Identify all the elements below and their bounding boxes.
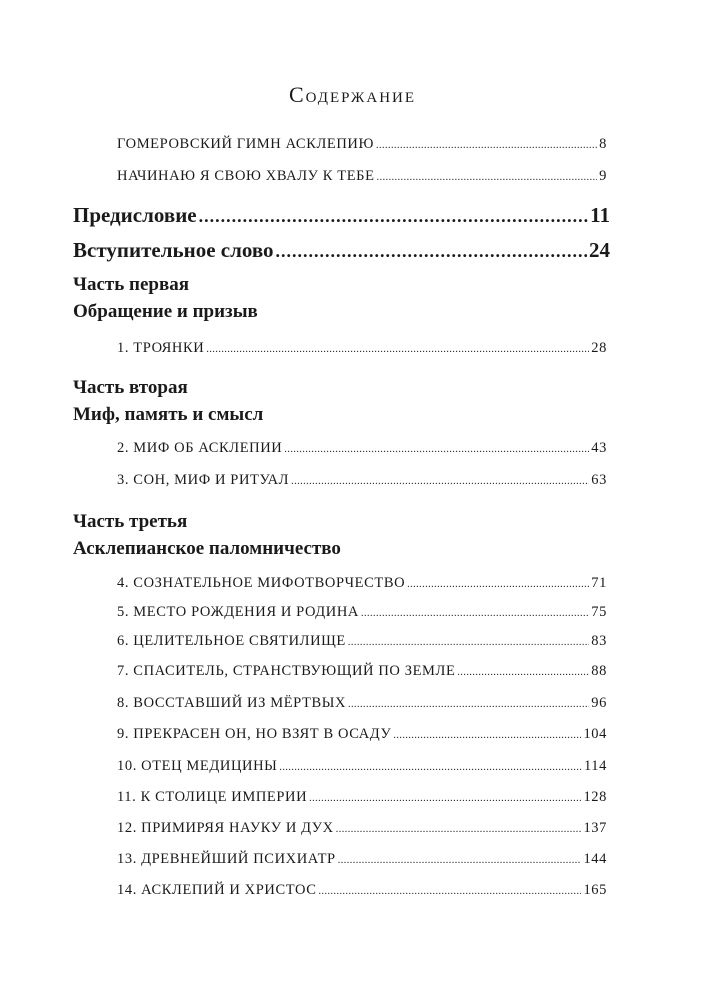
dot-leader xyxy=(309,789,581,806)
toc-page-number: 96 xyxy=(591,695,607,711)
toc-entry-label: 3. СОН, МИФ И РИТУАЛ xyxy=(117,472,290,488)
toc-entry-chapter-13[interactable] xyxy=(117,851,607,868)
dot-leader xyxy=(348,695,589,712)
dot-leader xyxy=(206,340,589,357)
toc-entry-chapter-3[interactable] xyxy=(117,472,607,489)
dot-leader xyxy=(407,575,589,592)
toc-entry-label: 6. ЦЕЛИТЕЛЬНОЕ СВЯТИЛИЩЕ xyxy=(117,633,346,649)
dot-leader xyxy=(361,604,589,621)
dot-leader xyxy=(276,238,587,263)
toc-entry-label: Вступительное слово xyxy=(73,238,274,262)
part-subtitle: Миф, память и смысл xyxy=(73,404,264,425)
toc-entry-label: 9. ПРЕКРАСЕН ОН, НО ВЗЯТ В ОСАДУ xyxy=(117,726,392,742)
toc-entry-preface[interactable] xyxy=(73,203,610,228)
toc-entry-chapter-6[interactable] xyxy=(117,633,607,650)
page-title: Содержание xyxy=(288,82,417,107)
toc-page-number: 43 xyxy=(591,440,607,456)
dot-leader xyxy=(393,726,581,743)
toc-entry-label: 4. СОЗНАТЕЛЬНОЕ МИФОТВОРЧЕСТВО xyxy=(117,575,406,591)
dot-leader xyxy=(291,472,589,489)
toc-page-number: 75 xyxy=(591,604,607,620)
dot-leader xyxy=(377,168,598,185)
toc-entry-label: 2. МИФ ОБ АСКЛЕПИИ xyxy=(117,440,283,456)
toc-page-number: 11 xyxy=(590,203,610,227)
dot-leader xyxy=(199,203,589,228)
dot-leader xyxy=(376,136,597,153)
dot-leader xyxy=(284,440,589,457)
toc-page-number: 24 xyxy=(589,238,610,262)
toc-entry-label: НАЧИНАЮ Я СВОЮ ХВАЛУ К ТЕБЕ xyxy=(117,168,375,184)
toc-entry-chapter-9[interactable] xyxy=(117,726,607,743)
toc-entry-label: Предисловие xyxy=(73,203,197,227)
toc-entry-chapter-12[interactable] xyxy=(117,820,607,837)
toc-page-number: 83 xyxy=(591,633,607,649)
toc-entry-chapter-10[interactable] xyxy=(117,758,607,775)
toc-entry-label: 7. СПАСИТЕЛЬ, СТРАНСТВУЮЩИЙ ПО ЗЕМЛЕ xyxy=(117,663,456,679)
toc-page-number: 114 xyxy=(583,758,607,774)
part-subtitle: Асклепианское паломничество xyxy=(73,538,341,559)
toc-page-number: 63 xyxy=(591,472,607,488)
toc-page-number: 71 xyxy=(591,575,607,591)
toc-entry-chapter-8[interactable] xyxy=(117,695,607,712)
toc-entry-label: 1. ТРОЯНКИ xyxy=(117,340,205,356)
part-heading: Часть третья xyxy=(73,511,188,532)
dot-leader xyxy=(279,758,582,775)
toc-entry-chapter-5[interactable] xyxy=(117,604,607,621)
toc-page-number: 144 xyxy=(583,851,607,867)
toc-page-number: 9 xyxy=(599,168,607,184)
toc-entry-label: 5. МЕСТО РОЖДЕНИЯ И РОДИНА xyxy=(117,604,360,620)
toc-entry-label: 10. ОТЕЦ МЕДИЦИНЫ xyxy=(117,758,278,774)
toc-entry-introduction[interactable] xyxy=(73,238,610,263)
dot-leader xyxy=(338,851,582,868)
toc-entry-label: 14. АСКЛЕПИЙ И ХРИСТОС xyxy=(117,882,317,898)
toc-entry-praise[interactable] xyxy=(117,168,607,185)
toc-page-number: 165 xyxy=(583,882,607,898)
toc-entry-chapter-14[interactable] xyxy=(117,882,607,899)
toc-entry-chapter-4[interactable] xyxy=(117,575,607,592)
toc-page-number: 137 xyxy=(583,820,607,836)
dot-leader xyxy=(336,820,582,837)
toc-entry-chapter-1[interactable] xyxy=(117,340,607,357)
toc-entry-label: 11. К СТОЛИЦЕ ИМПЕРИИ xyxy=(117,789,308,805)
toc-page-number: 104 xyxy=(583,726,607,742)
toc-page-number: 128 xyxy=(583,789,607,805)
toc-page-number: 28 xyxy=(591,340,607,356)
toc-entry-hymn[interactable] xyxy=(117,136,607,153)
toc-entry-chapter-11[interactable] xyxy=(117,789,607,806)
toc-entry-label: ГОМЕРОВСКИЙ ГИМН АСКЛЕПИЮ xyxy=(117,136,375,152)
toc-page-number: 8 xyxy=(599,136,607,152)
part-subtitle: Обращение и призыв xyxy=(73,301,258,322)
toc-entry-label: 13. ДРЕВНЕЙШИЙ ПСИХИАТР xyxy=(117,851,336,867)
toc-entry-label: 12. ПРИМИРЯЯ НАУКУ И ДУХ xyxy=(117,820,334,836)
part-heading: Часть первая xyxy=(73,274,189,295)
dot-leader xyxy=(348,633,589,650)
dot-leader xyxy=(457,663,589,680)
toc-entry-chapter-7[interactable] xyxy=(117,663,607,680)
toc-entry-label: 8. ВОССТАВШИЙ ИЗ МЁРТВЫХ xyxy=(117,695,347,711)
part-heading: Часть вторая xyxy=(73,377,188,398)
dot-leader xyxy=(319,882,582,899)
toc-entry-chapter-2[interactable] xyxy=(117,440,607,457)
toc-page-number: 88 xyxy=(591,663,607,679)
